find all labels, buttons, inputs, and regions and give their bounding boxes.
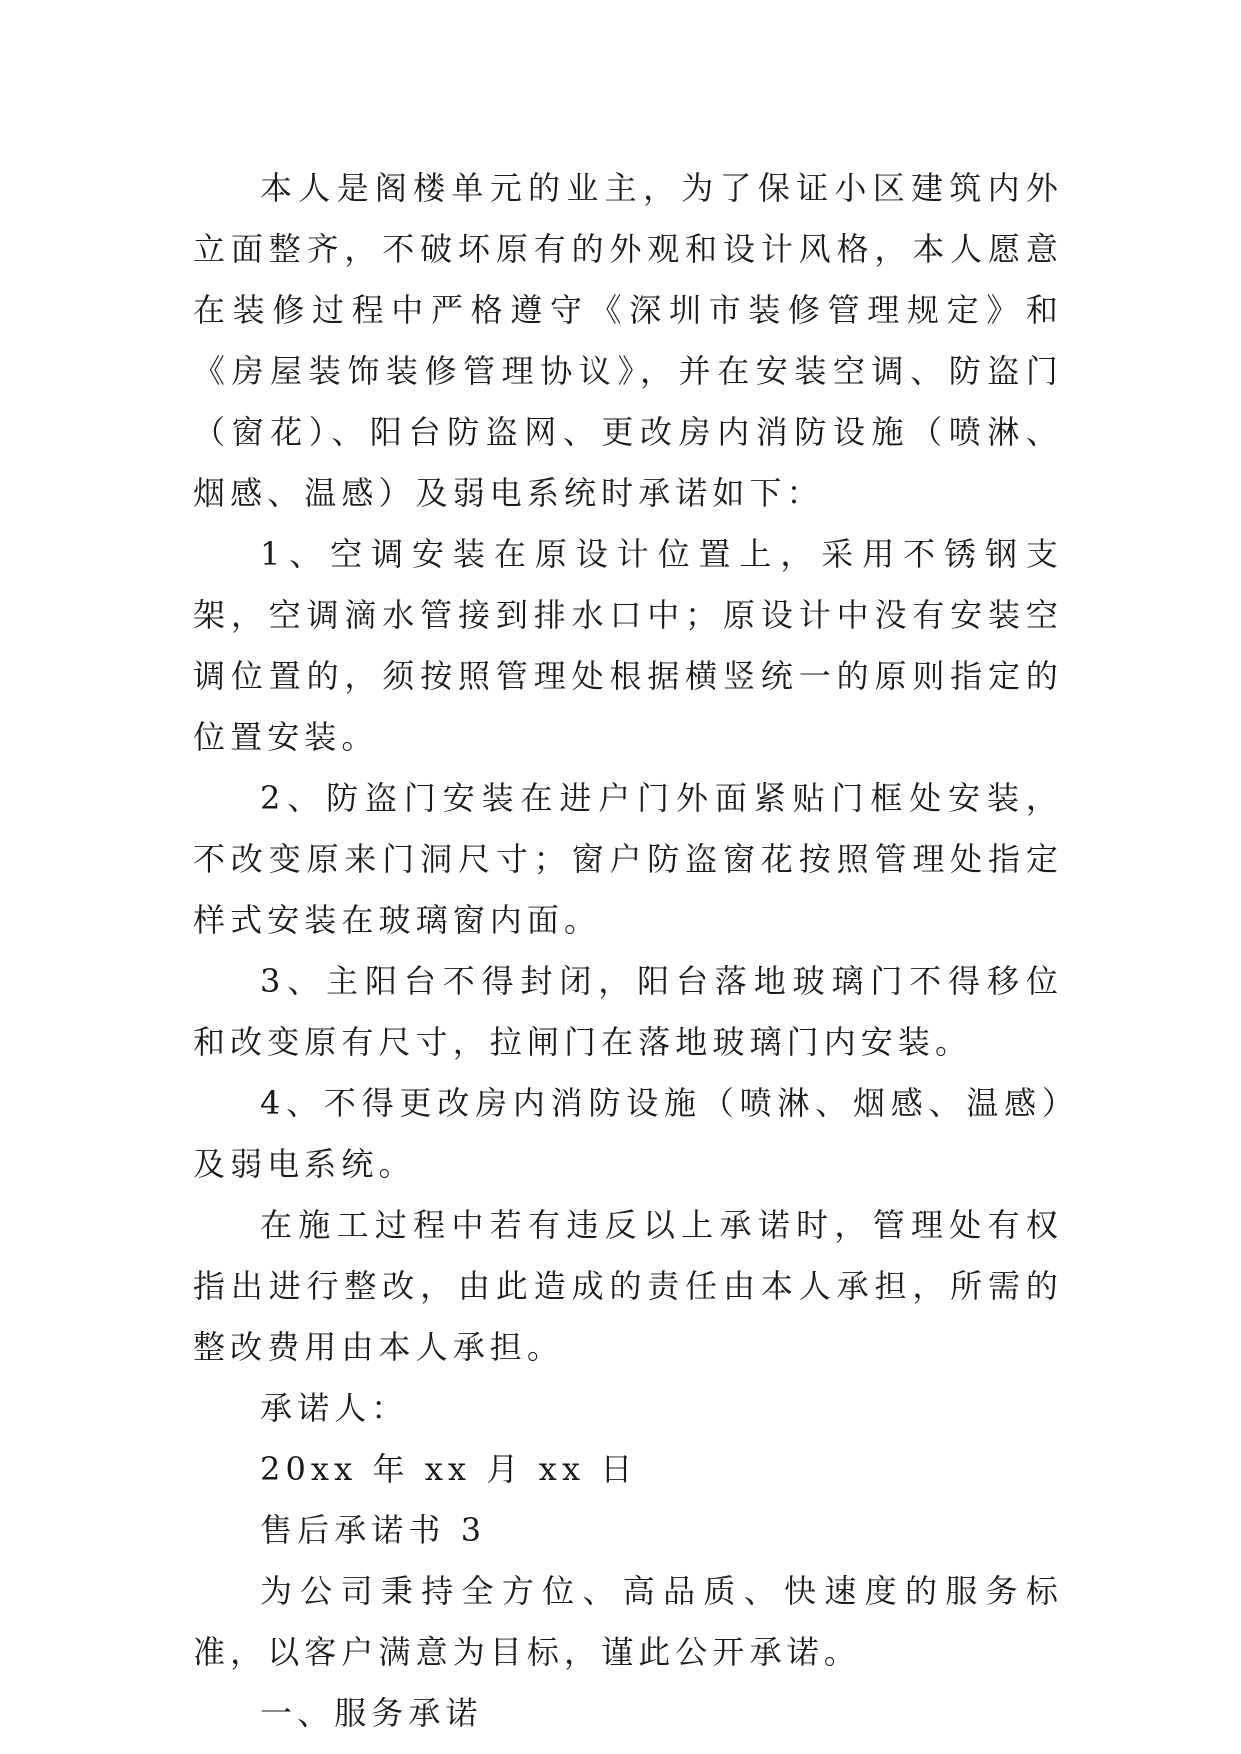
paragraph-service-intro: 为公司秉持全方位、高品质、快速度的服务标准，以客户满意为目标，谨此公开承诺。 <box>193 1572 1063 1671</box>
date-line: 20xx 年 xx 月 xx 日 <box>260 1450 638 1488</box>
section-title: 售后承诺书 3 <box>260 1511 487 1549</box>
paragraph-item-4: 4、不得更改房内消防设施（喷淋、烟感、温感）及弱电系统。 <box>193 1084 1063 1183</box>
paragraph-item-3: 3、主阳台不得封闭，阳台落地玻璃门不得移位和改变原有尺寸，拉闸门在落地玻璃门内安装。 <box>193 962 1063 1061</box>
paragraph-violation: 在施工过程中若有违反以上承诺时，管理处有权指出进行整改，由此造成的责任由本人承担，所需的整改费用由本人承担。 <box>193 1206 1063 1366</box>
paragraph-intro-commitment: 本人是阁楼单元的业主，为了保证小区建筑内外立面整齐，不破坏原有的外观和设计风格，本人愿意在装修过程中严格遵守《深圳市装修管理规定》和《房屋装饰装修管理协议》，并在安装空调、防盗门（窗花）、阳台防盗网、更改房内消防设施（喷淋、烟感、温感）及弱电系统时承诺如下： <box>193 169 1063 512</box>
paragraph-item-1: 1、空调安装在原设计位置上，采用不锈钢支架，空调滴水管接到排水口中；原设计中没有安装空调位置的，须按照管理处根据横竖统一的原则指定的位置安装。 <box>193 535 1063 756</box>
document-body <box>193 158 1063 1744</box>
heading-service-commitment: 一、服务承诺 <box>260 1694 483 1732</box>
signer-label: 承诺人： <box>260 1389 409 1427</box>
paragraph-item-2: 2、防盗门安装在进户门外面紧贴门框处安装，不改变原来门洞尺寸；窗户防盗窗花按照管理处指定样式安装在玻璃窗内面。 <box>193 779 1063 939</box>
